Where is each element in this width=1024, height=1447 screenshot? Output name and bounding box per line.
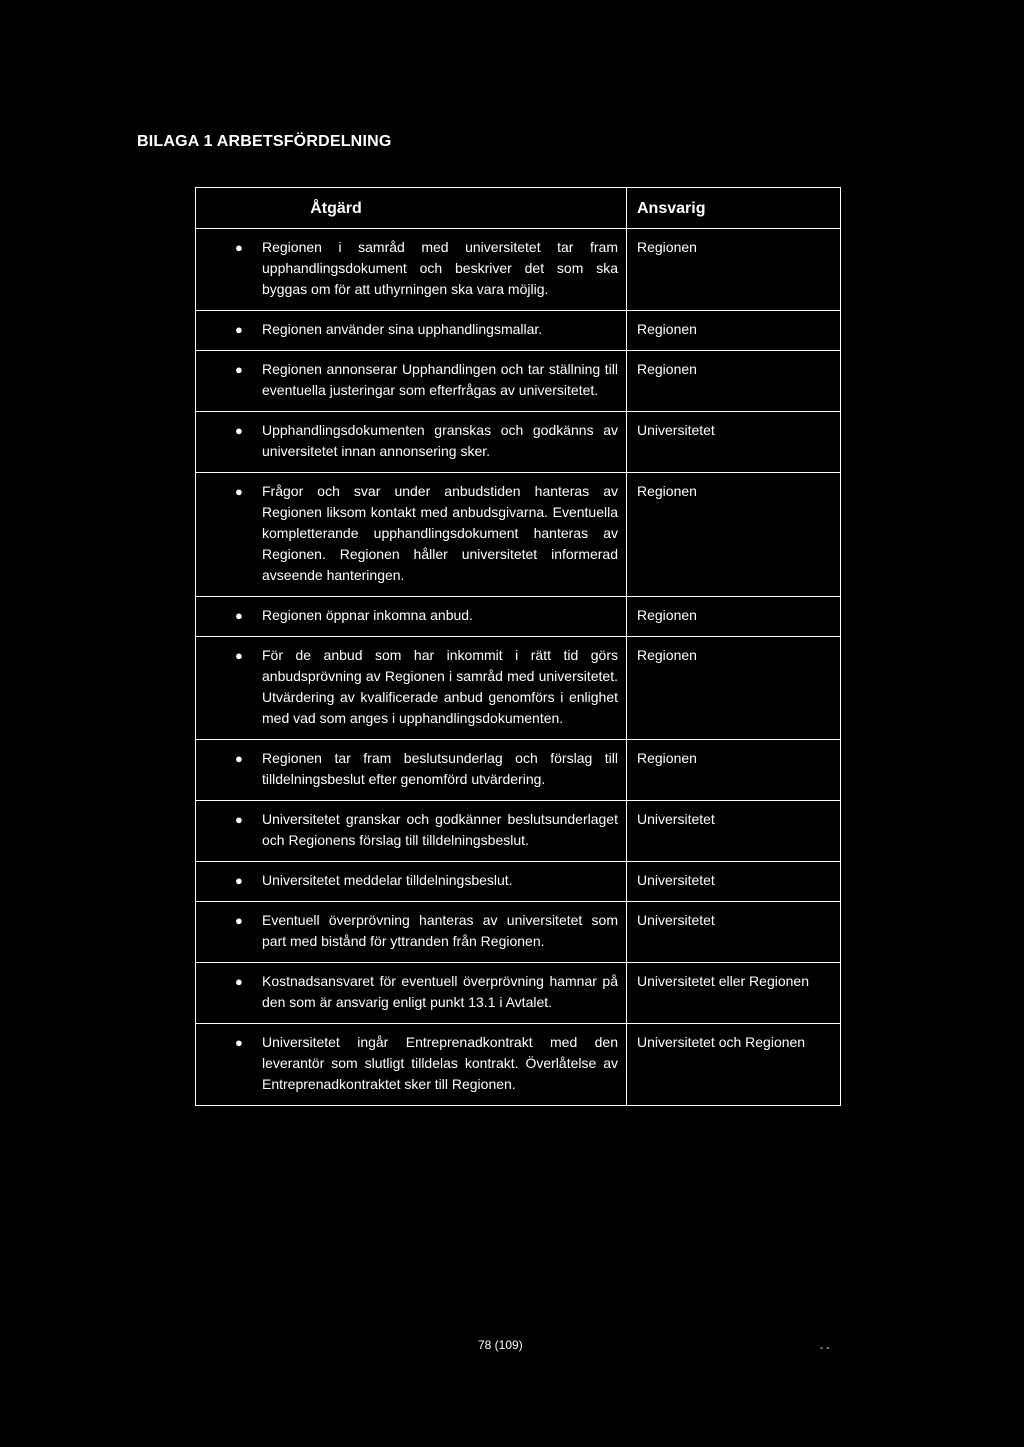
action-cell (196, 412, 627, 473)
bullet-icon: ● (235, 1035, 243, 1050)
bullet-icon: ● (235, 913, 243, 928)
responsible-cell: Regionen (627, 597, 841, 637)
page-number: 78 (109) (478, 1338, 523, 1352)
action-text: Regionen annonserar Upphandlingen och tar ställning till eventuella justeringar som efterfrågas av universitetet. (262, 361, 618, 398)
action-cell (196, 740, 627, 801)
responsible-cell: Universitetet eller Regionen (627, 963, 841, 1024)
table-row (196, 801, 841, 862)
bullet-icon: ● (235, 974, 243, 989)
table-row (196, 473, 841, 597)
table-row (196, 1024, 841, 1106)
action-cell (196, 229, 627, 311)
corner-mark: - - (820, 1343, 830, 1354)
bullet-icon: ● (235, 648, 243, 663)
action-text: För de anbud som har inkommit i rätt tid görs anbudsprövning av Regionen i samråd med universitetet. Utvärdering av kvalificerade anbud genomförs i enlighet med vad som anges i upphandlingsdokumenten. (262, 647, 618, 726)
action-cell (196, 597, 627, 637)
table-row (196, 862, 841, 902)
action-cell (196, 1024, 627, 1106)
table-row (196, 351, 841, 412)
bullet-icon: ● (235, 240, 243, 255)
responsibility-table (195, 187, 841, 1106)
bullet-icon: ● (235, 608, 243, 623)
action-text: Universitetet meddelar tilldelningsbeslut. (262, 872, 513, 888)
action-cell (196, 473, 627, 597)
action-text: Regionen använder sina upphandlingsmallar. (262, 321, 543, 337)
bullet-icon: ● (235, 423, 243, 438)
responsible-cell: Universitetet (627, 862, 841, 902)
action-text: Regionen öppnar inkomna anbud. (262, 607, 473, 623)
responsible-cell: Regionen (627, 740, 841, 801)
bullet-icon: ● (235, 873, 243, 888)
table-row (196, 311, 841, 351)
column-header-action: Åtgärd (196, 188, 627, 229)
bullet-icon: ● (235, 362, 243, 377)
responsible-cell: Regionen (627, 311, 841, 351)
column-header-responsible: Ansvarig (627, 188, 841, 229)
table-row (196, 412, 841, 473)
action-cell (196, 862, 627, 902)
action-text: Kostnadsansvaret för eventuell överprövning hamnar på den som är ansvarig enligt punkt 13.1 i Avtalet. (262, 973, 618, 1010)
table-row (196, 229, 841, 311)
page-heading: BILAGA 1 ARBETSFÖRDELNING (137, 133, 392, 150)
action-cell (196, 963, 627, 1024)
responsible-cell: Regionen (627, 637, 841, 740)
table-row (196, 963, 841, 1024)
action-text: Universitetet ingår Entreprenadkontrakt med den leverantör som slutligt tilldelas kontrakt. Överlåtelse av Entreprenadkontraktet sker till Regionen. (262, 1034, 618, 1092)
responsible-cell: Regionen (627, 351, 841, 412)
action-cell (196, 801, 627, 862)
table-row (196, 637, 841, 740)
responsible-cell: Universitetet och Regionen (627, 1024, 841, 1106)
action-text: Upphandlingsdokumenten granskas och godkänns av universitetet innan annonsering sker. (262, 422, 618, 459)
action-cell (196, 311, 627, 351)
table-body (196, 229, 841, 1106)
action-text: Regionen i samråd med universitetet tar fram upphandlingsdokument och beskriver det som ska byggas om för att uthyrningen ska vara möjlig. (262, 239, 618, 297)
table-row (196, 740, 841, 801)
action-text: Universitetet granskar och godkänner beslutsunderlaget och Regionens förslag till tilldelningsbeslut. (262, 811, 618, 848)
table-row (196, 597, 841, 637)
action-cell (196, 637, 627, 740)
bullet-icon: ● (235, 484, 243, 499)
table-header-row (196, 188, 841, 229)
action-text: Eventuell överprövning hanteras av universitetet som part med bistånd för yttranden från Regionen. (262, 912, 618, 949)
responsible-cell: Regionen (627, 473, 841, 597)
bullet-icon: ● (235, 751, 243, 766)
responsible-cell: Regionen (627, 229, 841, 311)
bullet-icon: ● (235, 322, 243, 337)
table-row (196, 902, 841, 963)
action-cell (196, 902, 627, 963)
bullet-icon: ● (235, 812, 243, 827)
responsible-cell: Universitetet (627, 902, 841, 963)
action-text: Frågor och svar under anbudstiden hanteras av Regionen liksom kontakt med anbudsgivarna. Eventuella kompletterande upphandlingsdokument hanteras av Regionen. Regionen håller universitetet informerad avseende hanteringen. (262, 483, 618, 583)
responsible-cell: Universitetet (627, 801, 841, 862)
responsible-cell: Universitetet (627, 412, 841, 473)
action-text: Regionen tar fram beslutsunderlag och förslag till tilldelningsbeslut efter genomförd utvärdering. (262, 750, 618, 787)
action-cell (196, 351, 627, 412)
